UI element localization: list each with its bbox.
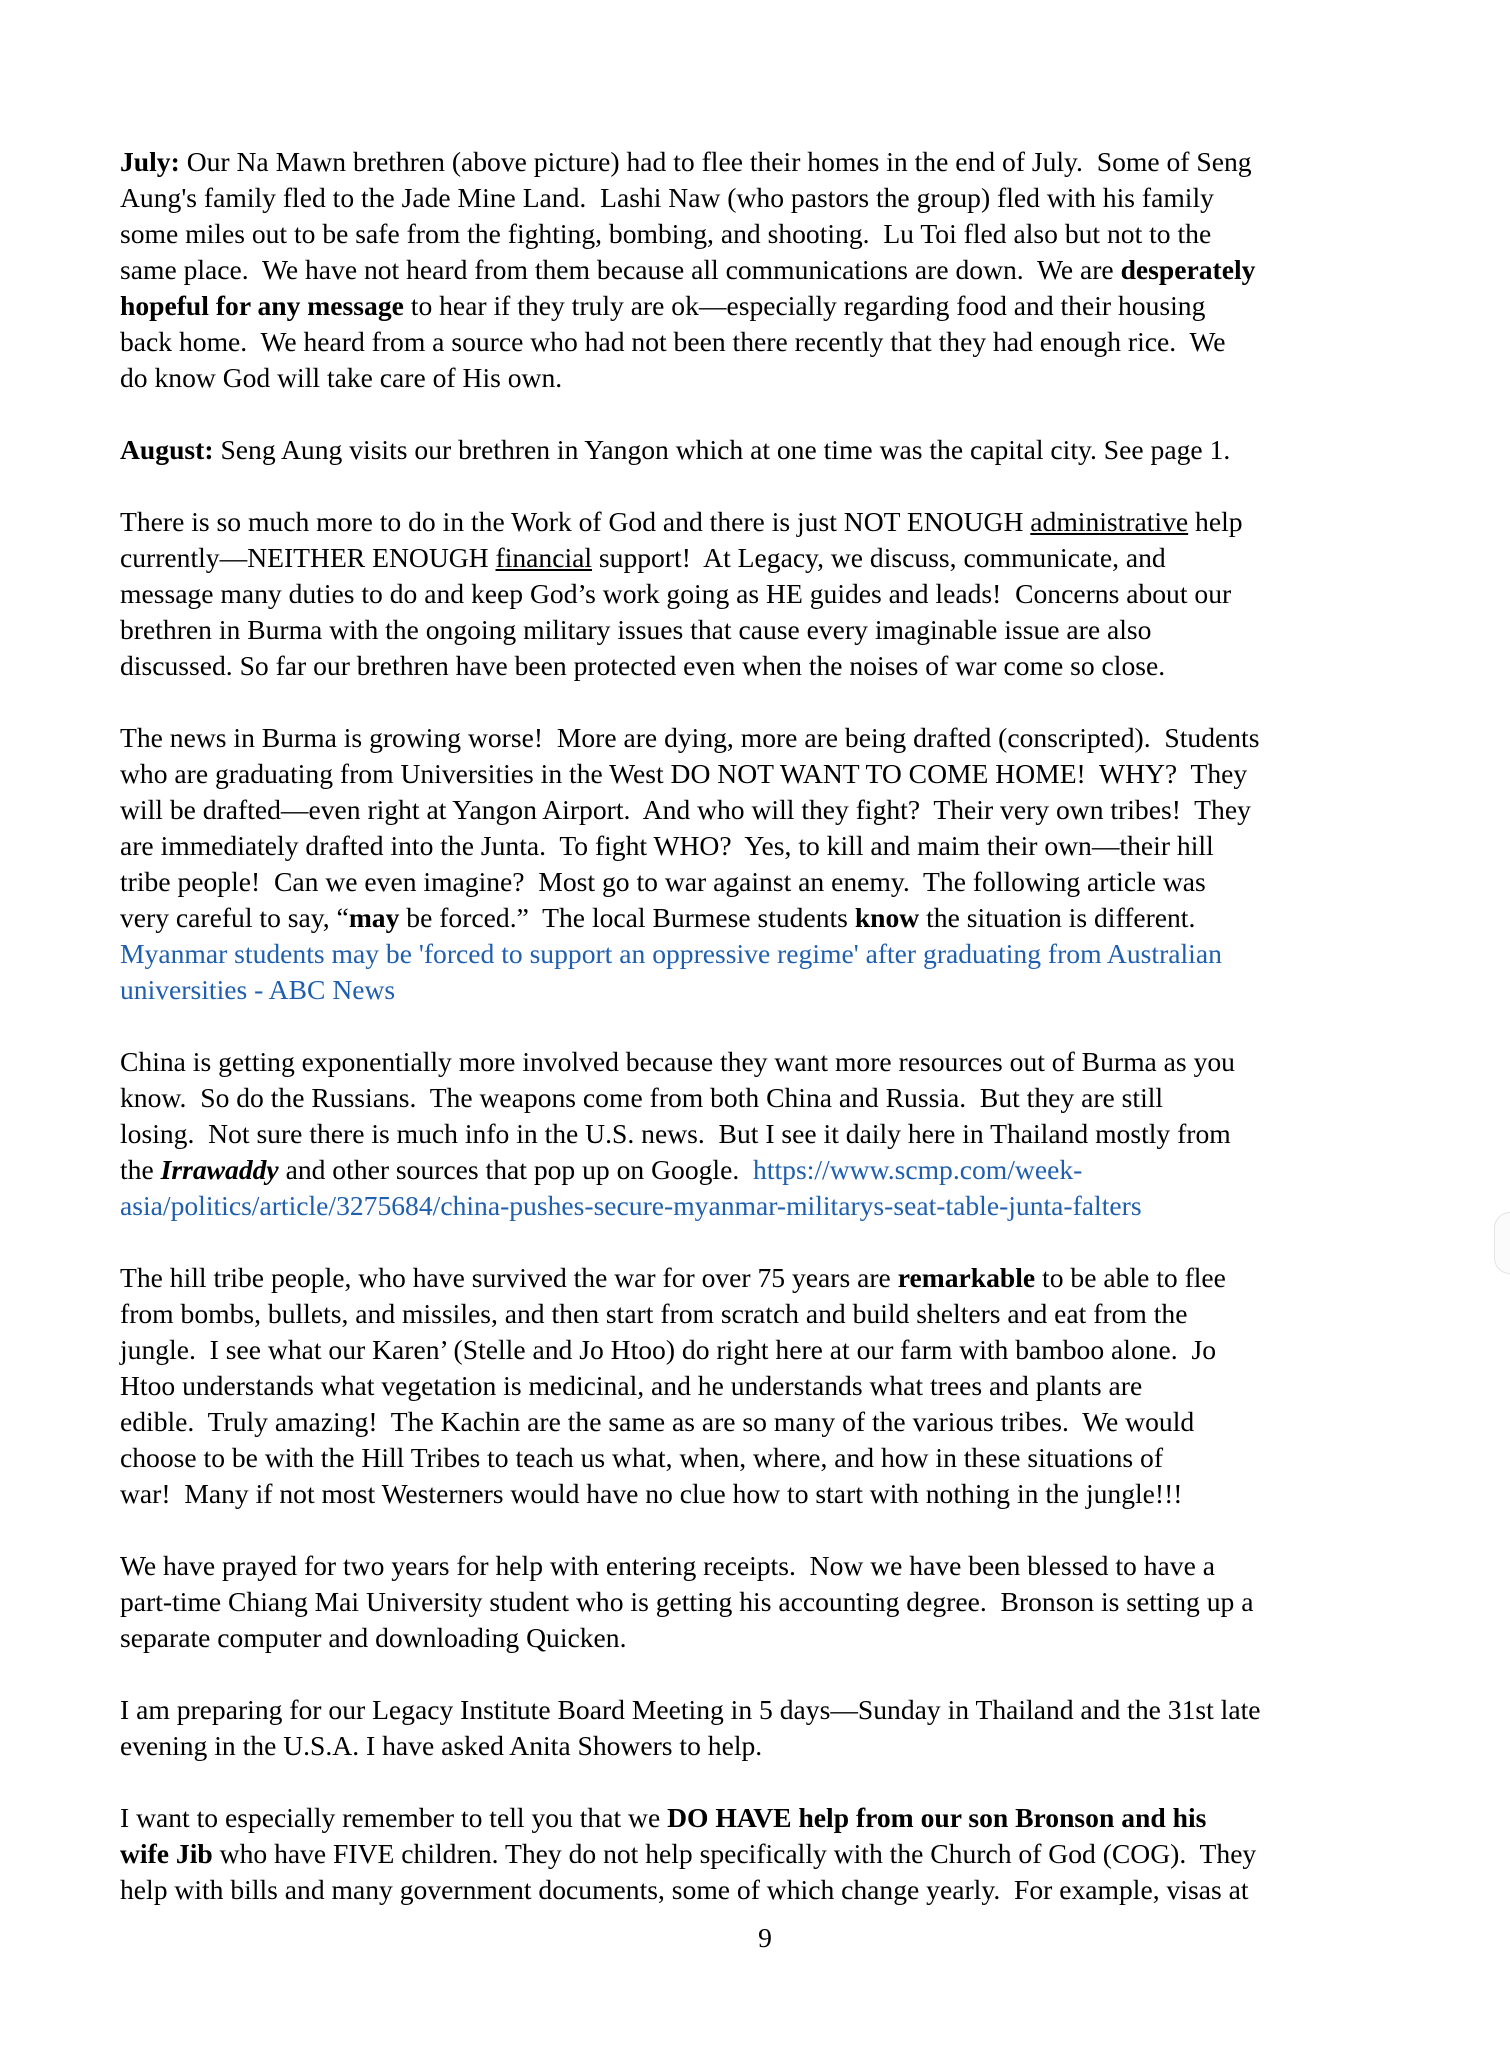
text-run: war! Many if not most Westerners would have no clue how to start with nothing in the jungle!!! bbox=[120, 1478, 1183, 1509]
text-run: some miles out to be safe from the fighting, bombing, and shooting. Lu Toi fled also but not to the bbox=[120, 218, 1212, 249]
text-run: the bbox=[120, 1154, 161, 1185]
document-body bbox=[120, 144, 1420, 1944]
scroll-handle[interactable] bbox=[1494, 1212, 1510, 1274]
text-line bbox=[120, 432, 1420, 468]
text-line bbox=[120, 576, 1420, 612]
bold-text: hopeful for any message bbox=[120, 290, 404, 321]
text-run: There is so much more to do in the Work of God and there is just NOT ENOUGH bbox=[120, 506, 1031, 537]
text-line bbox=[120, 828, 1420, 864]
text-line bbox=[120, 1584, 1420, 1620]
paragraph bbox=[120, 144, 1420, 396]
text-run: the situation is different. bbox=[919, 902, 1196, 933]
bold-text: DO HAVE help from our son Bronson and his bbox=[667, 1802, 1207, 1833]
text-line bbox=[120, 1116, 1420, 1152]
text-line bbox=[120, 144, 1420, 180]
text-line bbox=[120, 1692, 1420, 1728]
text-line bbox=[120, 1728, 1420, 1764]
hyperlink[interactable]: universities - ABC News bbox=[120, 974, 396, 1005]
text-run: tribe people! Can we even imagine? Most go to war against an enemy. The following article was bbox=[120, 866, 1206, 897]
text-run: from bombs, bullets, and missiles, and then start from scratch and build shelters and eat from the bbox=[120, 1298, 1188, 1329]
text-line bbox=[120, 1044, 1420, 1080]
underlined-text: financial bbox=[495, 542, 593, 573]
hyperlink[interactable]: https://www.scmp.com/week- bbox=[753, 1154, 1083, 1185]
text-line bbox=[120, 1152, 1420, 1188]
bold-text: may bbox=[348, 902, 400, 933]
text-run: help with bills and many government documents, some of which change yearly. For example, visas at bbox=[120, 1874, 1249, 1905]
text-line bbox=[120, 1188, 1420, 1224]
text-line bbox=[120, 1332, 1420, 1368]
text-line bbox=[120, 1548, 1420, 1584]
text-run: who are graduating from Universities in the West DO NOT WANT TO COME HOME! WHY? They bbox=[120, 758, 1248, 789]
text-run: Seng Aung visits our brethren in Yangon which at one time was the capital city. See page 1. bbox=[213, 434, 1231, 465]
text-line bbox=[120, 720, 1420, 756]
text-run: Our Na Mawn brethren (above picture) had to flee their homes in the end of July. Some of Seng bbox=[179, 146, 1252, 177]
text-line bbox=[120, 972, 1420, 1008]
bold-text: August: bbox=[120, 434, 214, 465]
text-run: Aung's family fled to the Jade Mine Land. Lashi Naw (who pastors the group) fled with his family bbox=[120, 182, 1214, 213]
text-line bbox=[120, 540, 1420, 576]
text-line bbox=[120, 864, 1420, 900]
paragraph bbox=[120, 432, 1420, 468]
paragraph bbox=[120, 504, 1420, 684]
text-run: will be drafted—even right at Yangon Airport. And who will they fight? Their very own tribes! They bbox=[120, 794, 1251, 825]
text-run: evening in the U.S.A. I have asked Anita Showers to help. bbox=[120, 1730, 763, 1761]
text-line bbox=[120, 1404, 1420, 1440]
text-line bbox=[120, 792, 1420, 828]
paragraph bbox=[120, 1044, 1420, 1224]
text-run: and other sources that pop up on Google. bbox=[278, 1154, 754, 1185]
text-run: to hear if they truly are ok—especially regarding food and their housing bbox=[403, 290, 1206, 321]
text-line bbox=[120, 1440, 1420, 1476]
text-run: do know God will take care of His own. bbox=[120, 362, 563, 393]
text-line bbox=[120, 936, 1420, 972]
text-run: to be able to flee bbox=[1035, 1262, 1226, 1293]
bold-text: know bbox=[854, 902, 920, 933]
paragraph bbox=[120, 720, 1420, 1008]
text-run: discussed. So far our brethren have been protected even when the noises of war come so close. bbox=[120, 650, 1166, 681]
text-line bbox=[120, 504, 1420, 540]
bold-text: wife Jib bbox=[120, 1838, 213, 1869]
text-run: The hill tribe people, who have survived the war for over 75 years are bbox=[120, 1262, 898, 1293]
text-run: message many duties to do and keep God’s work going as HE guides and leads! Concerns about our bbox=[120, 578, 1232, 609]
paragraph bbox=[120, 1260, 1420, 1512]
text-line bbox=[120, 216, 1420, 252]
text-run: same place. We have not heard from them because all communications are down. We are bbox=[120, 254, 1121, 285]
text-line bbox=[120, 756, 1420, 792]
text-run: jungle. I see what our Karen’ (Stelle and Jo Htoo) do right here at our farm with bamboo alone. Jo bbox=[120, 1334, 1217, 1365]
text-line bbox=[120, 900, 1420, 936]
text-run: who have FIVE children. They do not help specifically with the Church of God (COG). They bbox=[212, 1838, 1257, 1869]
paragraph bbox=[120, 1800, 1420, 1908]
text-run: choose to be with the Hill Tribes to teach us what, when, where, and how in these situations of bbox=[120, 1442, 1164, 1473]
text-run: China is getting exponentially more involved because they want more resources out of Burma as you bbox=[120, 1046, 1235, 1077]
text-line bbox=[120, 1872, 1420, 1908]
text-run: very careful to say, “ bbox=[120, 902, 349, 933]
text-line bbox=[120, 1296, 1420, 1332]
bold-text: remarkable bbox=[897, 1262, 1036, 1293]
paragraph bbox=[120, 1548, 1420, 1656]
text-run: We have prayed for two years for help with entering receipts. Now we have been blessed to have a bbox=[120, 1550, 1215, 1581]
hyperlink[interactable]: asia/politics/article/3275684/china-pushes-secure-myanmar-militarys-seat-table-junta-falters bbox=[120, 1190, 1142, 1221]
page-number: 9 bbox=[758, 1922, 772, 1953]
text-run: part-time Chiang Mai University student who is getting his accounting degree. Bronson is setting up a bbox=[120, 1586, 1254, 1617]
text-run: currently—NEITHER ENOUGH bbox=[120, 542, 496, 573]
underlined-text: administrative bbox=[1030, 506, 1189, 537]
text-run: be forced.” The local Burmese students bbox=[399, 902, 855, 933]
paragraph bbox=[120, 1692, 1420, 1764]
text-line bbox=[120, 1476, 1420, 1512]
text-run: I want to especially remember to tell you that we bbox=[120, 1802, 668, 1833]
text-line bbox=[120, 252, 1420, 288]
text-run: know. So do the Russians. The weapons come from both China and Russia. But they are still bbox=[120, 1082, 1164, 1113]
text-run: The news in Burma is growing worse! More are dying, more are being drafted (conscripted). Students bbox=[120, 722, 1260, 753]
text-line bbox=[120, 360, 1420, 396]
text-line bbox=[120, 180, 1420, 216]
text-run: help bbox=[1188, 506, 1243, 537]
bold-text: July: bbox=[120, 146, 180, 177]
text-line bbox=[120, 1080, 1420, 1116]
text-line bbox=[120, 1260, 1420, 1296]
text-run: separate computer and downloading Quicken. bbox=[120, 1622, 627, 1653]
text-run: brethren in Burma with the ongoing military issues that cause every imaginable issue are also bbox=[120, 614, 1152, 645]
text-line bbox=[120, 612, 1420, 648]
text-run: Htoo understands what vegetation is medicinal, and he understands what trees and plants are bbox=[120, 1370, 1143, 1401]
text-run: support! At Legacy, we discuss, communicate, and bbox=[592, 542, 1166, 573]
text-line bbox=[120, 1800, 1420, 1836]
text-run: I am preparing for our Legacy Institute Board Meeting in 5 days—Sunday in Thailand and the 31st late bbox=[120, 1694, 1261, 1725]
text-line bbox=[120, 324, 1420, 360]
text-run: edible. Truly amazing! The Kachin are the same as are so many of the various tribes. We would bbox=[120, 1406, 1195, 1437]
text-line bbox=[120, 1368, 1420, 1404]
text-run: back home. We heard from a source who had not been there recently that they had enough rice. We bbox=[120, 326, 1226, 357]
bold-text: desperately bbox=[1120, 254, 1256, 285]
text-run: are immediately drafted into the Junta. To fight WHO? Yes, to kill and maim their own—their hill bbox=[120, 830, 1214, 861]
text-line bbox=[120, 1836, 1420, 1872]
text-line bbox=[120, 648, 1420, 684]
hyperlink[interactable]: Myanmar students may be 'forced to support an oppressive regime' after graduating from Australian bbox=[120, 938, 1222, 969]
bold-text: Irrawaddy bbox=[160, 1154, 279, 1185]
text-line bbox=[120, 288, 1420, 324]
text-run: losing. Not sure there is much info in the U.S. news. But I see it daily here in Thailand mostly from bbox=[120, 1118, 1231, 1149]
text-line bbox=[120, 1620, 1420, 1656]
